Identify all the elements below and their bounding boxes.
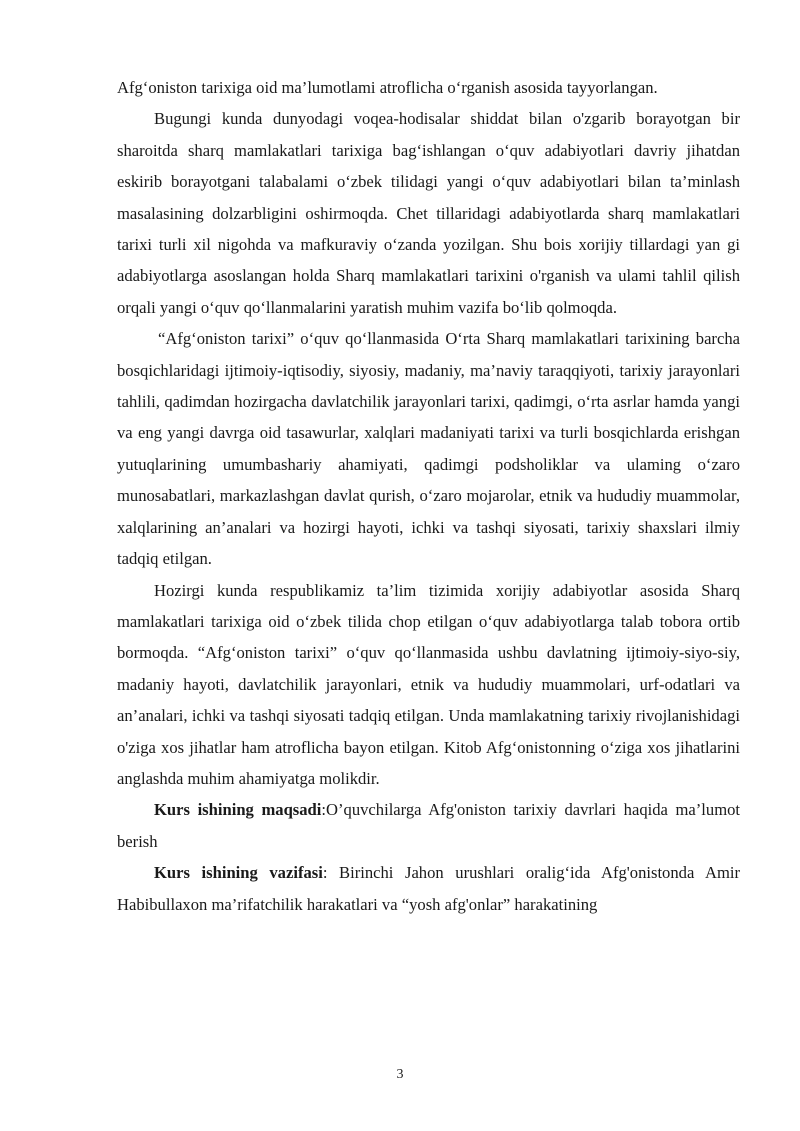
paragraph-demand: Hozirgi kunda respublikamiz ta’lim tizimida xorijiy adabiyotlar asosida Sharq mamlakatlari tarixiga oid o‘zbek tilida chop etilgan o‘quv adabiyotlarga talab tobora ortib bormoqda. “Afg‘oniston tarixi” o‘quv qo‘llanmasida ushbu davlatning ijtimoiy-siyo-siy, madaniy hayoti, davlatchilik jarayonlari, etnik va hududiy muammolari, urf-odatlari va an’analari, ichki va tashqi siyosati tadqiq etilgan. Unda mamlakatning tarixiy rivojlanishidagi o'ziga xos jihatlar ham atroflicha bayon etilgan. Kitob Afg‘onistonning o‘ziga xos jihatlarini anglashda muhim ahamiyatga molikdir.: [117, 580, 740, 788]
course-tasks-label: Kurs ishining vazifasi: [154, 863, 323, 883]
paragraph-course-tasks: [117, 857, 740, 920]
course-tasks-text: : Birinchi Jahon urushlari oralig‘ida Afg'onistonda Amir Habibullaxon ma’rifatchilik harakatlari va “yosh afg'onlar” harakatining: [117, 863, 740, 914]
paragraph-course-goal: [117, 794, 740, 857]
course-goal-label: Kurs ishining maqsadi: [154, 800, 322, 820]
page-number: 3: [396, 1067, 404, 1082]
course-goal-text: :O’quvchilarga Afg'oniston tarixiy davrlari haqida ma’lumot berish: [117, 800, 741, 851]
paragraph-continuation: Afg‘oniston tarixiga oid ma’lumotlami atroflicha o‘rganish asosida tayyorlangan.: [117, 78, 658, 97]
paragraph-current-situation: Bugungi kunda dunyodagi voqea-hodisalar shiddat bilan o'zgarib borayotgan bir sharoitda sharq mamlakatlari tarixiga bag‘ishlangan o‘quv adabiyotlari davriy jihatdan eskirib borayotgani talabalami o‘zbek tilidagi yangi o‘quv adabiyotlari bilan ta’minlash masalasining dolzarbligini oshirmoqda. Chet tillaridagi adabiyotlarda sharq mamlakatlari tarixi turli xil nigohda va mafkuraviy o‘zanda yozilgan. Shu bois xorijiy tillardagi yan gi adabiyotlarga asoslangan holda Sharq mamlakatlari tarixini o'rganish va ulami tahlil qilish orqali yangi o‘quv qo‘llanmalarini yaratish muhim vazifa bo‘lib qolmoqda.: [117, 109, 740, 317]
document-page: [117, 72, 740, 920]
paragraph-textbook-overview: “Afg‘oniston tarixi” o‘quv qo‘llanmasida O‘rta Sharq mamlakatlari tarixining barcha bosqichlaridagi ijtimoiy-iqtisodiy, siyosiy, madaniy, ma’naviy taraqqiyoti, tarixiy jarayonlari tahlili, qadimdan hozirgacha davlatchilik jarayonlari tarixi, qadimgi, o‘rta asrlar hamda yangi va eng yangi davrga oid tasawurlar, xalqlari madaniyati tarixi va turli bosqichlarda erishgan yutuqlarining umumbashariy ahamiyati, qadimgi podsholiklar va ulaming o‘zaro munosabatlari, markazlashgan davlat qurish, o‘zaro mojarolar, etnik va hududiy muammolar, xalqlarining an’analari va hozirgi hayoti, ichki va tashqi siyosati, tarixiy shaxslari ilmiy tadqiq etilgan.: [117, 329, 740, 569]
